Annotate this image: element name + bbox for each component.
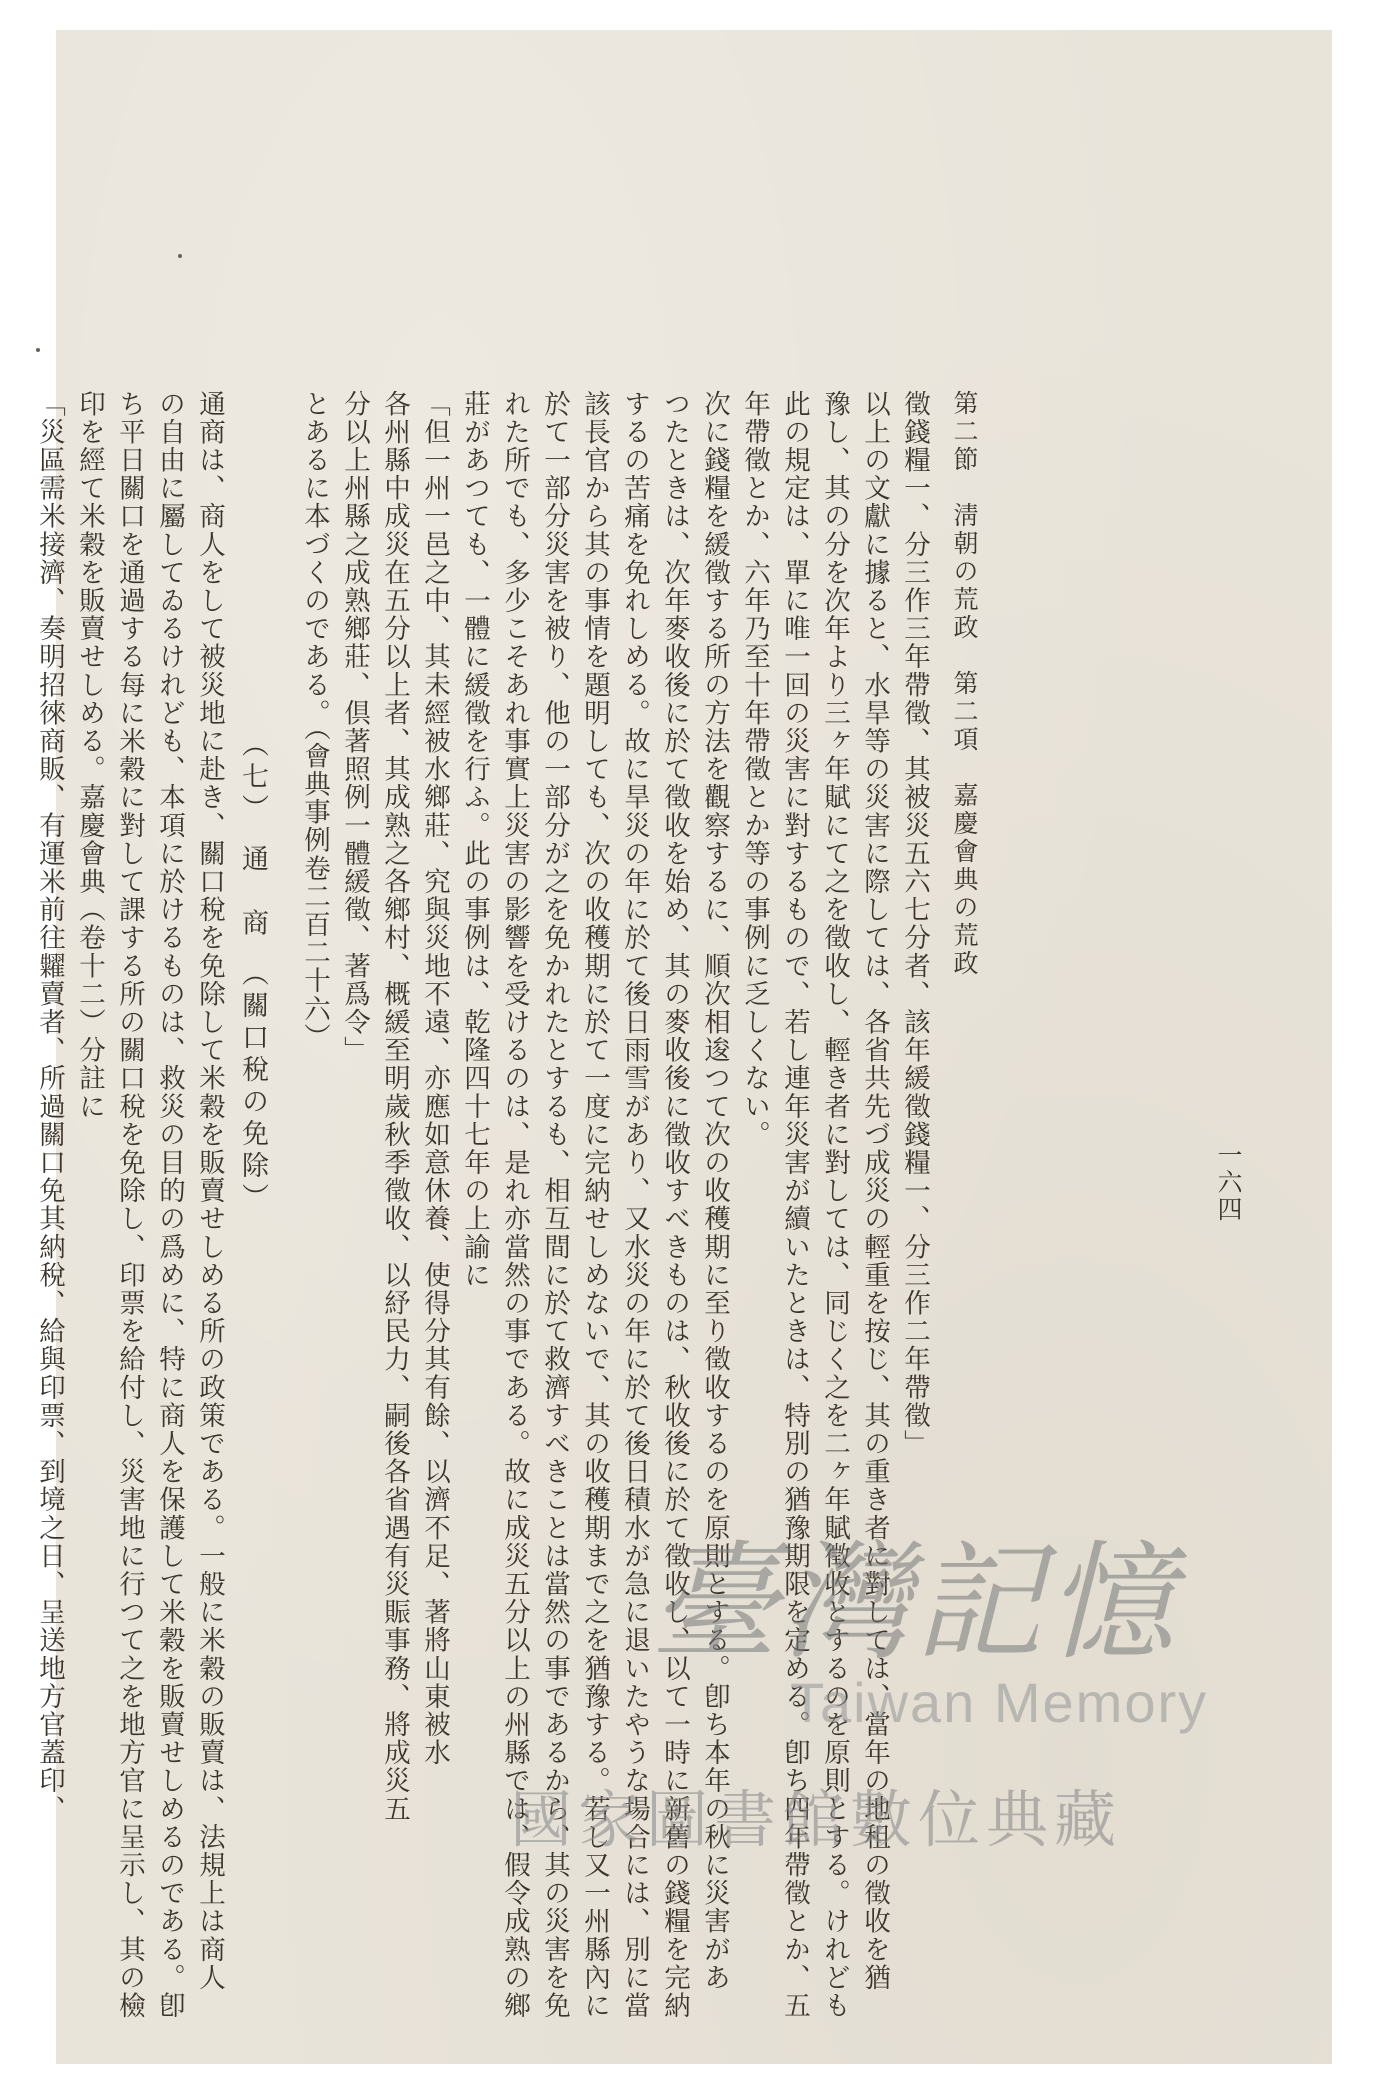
quote-line: 分以上州縣之成熟鄉莊、倶著照例一體緩徵、著爲令」	[339, 390, 370, 1065]
text-line: 以上の文獻に據ると、水旱等の災害に際しては、各省共先づ成災の輕重を按じ、其の重き者に對しては、當年の地租の徵收を猶	[859, 390, 890, 1992]
text-line: 徵錢糧一、分三作三年帶徵、其被災五六七分者、該年緩徵錢糧一、分三作二年帶徵」	[899, 390, 930, 1458]
text-line: ち平日關口を通過する每に米穀に對して課する所の關口稅を免除し、印票を給付し、災害地に行つて之を地方官に呈示し、其の檢	[114, 390, 145, 2020]
text-line: 次に錢糧を緩徵する所の方法を觀察するに、順次相逡つて次の收穫期に至り徵收するのを原則とする。卽ち本年の秋に災害があ	[699, 390, 730, 1992]
paper-speck	[36, 348, 40, 352]
text-line: れた所でも、多少こそあれ事實上災害の影響を受けるのは、是れ亦當然の事である。故に成災五分以上の州縣では、假令成熟の鄉	[499, 390, 530, 2020]
quote-line: 「災區需米接濟、奏明招徠商販、有運米前往糶賣者、所過關口免其納稅、給與印票、到境之日、呈送地方官蓋印、	[34, 390, 65, 1824]
section-heading: （七） 通 商 （關口稅の免除）	[237, 730, 268, 1215]
text-line: 於て一部分災害を被り、他の一部分が之を免かれたとするも、相互間に於て救濟すべきことは當然の事であるから、其の災害を免	[539, 390, 570, 2020]
text-line: 該長官から其の事情を題明しても、次の收穫期に於て一度に完納せしめないで、其の收穫期まで之を猶豫する。若し又一州縣內に	[579, 390, 610, 2020]
watermark-latin-text: Taiwan Memory	[790, 1671, 1209, 1734]
text-line: 豫し、其の分を次年より三ヶ年賦にて之を徵收し、輕き者に對しては、同じく之を二ヶ年賦徵收とするのを原則とする。けれども	[819, 390, 850, 2020]
watermark-logo-text: 臺灣記憶	[650, 1529, 1179, 1678]
quote-line: 各州縣中成災在五分以上者、其成熟之各鄉村、概緩至明歲秋季徵收、以紓民力、嗣後各省遇有災賑事務、將成災五	[379, 390, 410, 1824]
text-line: 此の規定は、單に唯一回の災害に對するもので、若し連年災害が續いたときは、特別の猶豫期限を定める。卽ち四年帶徵とか、五	[779, 390, 810, 2020]
page-number: 一六四	[1214, 1142, 1243, 1223]
watermark-org-text: 國家圖書館數位典藏	[510, 1783, 1123, 1856]
text-line: 年帶徵とか、六年乃至十年帶徵とか等の事例に乏しくない。	[739, 390, 770, 1149]
text-line: つたときは、次年麥收後に於て徵收を始め、其の麥收後に徵收すべきものは、秋收後に於て徵收し、以て一時に新舊の錢糧を完納	[659, 390, 690, 2020]
paper-speck	[178, 254, 182, 258]
quote-line: 「但一州一邑之中、其未經被水鄉莊、究與災地不遠、亦應如意休養、使得分其有餘、以濟不足、著將山東被水	[419, 390, 450, 1767]
running-header: 第二節 淸朝の荒政 第二項 嘉慶會典の荒政	[950, 390, 979, 978]
text-line: するの苦痛を免れしめる。故に旱災の年に於て後日雨雪があり、又水災の年に於て後日積水が急に退いたやうな場合には、別に當	[619, 390, 650, 2020]
text-line: とあるに本づくのである。（會典事例卷二百二十六）	[299, 390, 330, 1052]
text-line: 莊があつても、一體に緩徵を行ふ。此の事例は、乾隆四十七年の上諭に	[459, 390, 490, 1290]
book-page	[34, 30, 1332, 2064]
text-line: 印を經て米穀を販賣せしめる。嘉慶會典（卷十二）分註に	[74, 390, 105, 1121]
text-line: 通商は、商人をして被災地に赴き、關口稅を免除して米穀を販賣せしめる所の政策である。一般に米穀の販賣は、法規上は商人	[194, 390, 225, 1992]
text-line: の自由に屬してゐるけれども、本項に於けるものは、救災の目的の爲めに、特に商人を保護して米穀を販賣せしめるのである。卽	[154, 390, 185, 2020]
